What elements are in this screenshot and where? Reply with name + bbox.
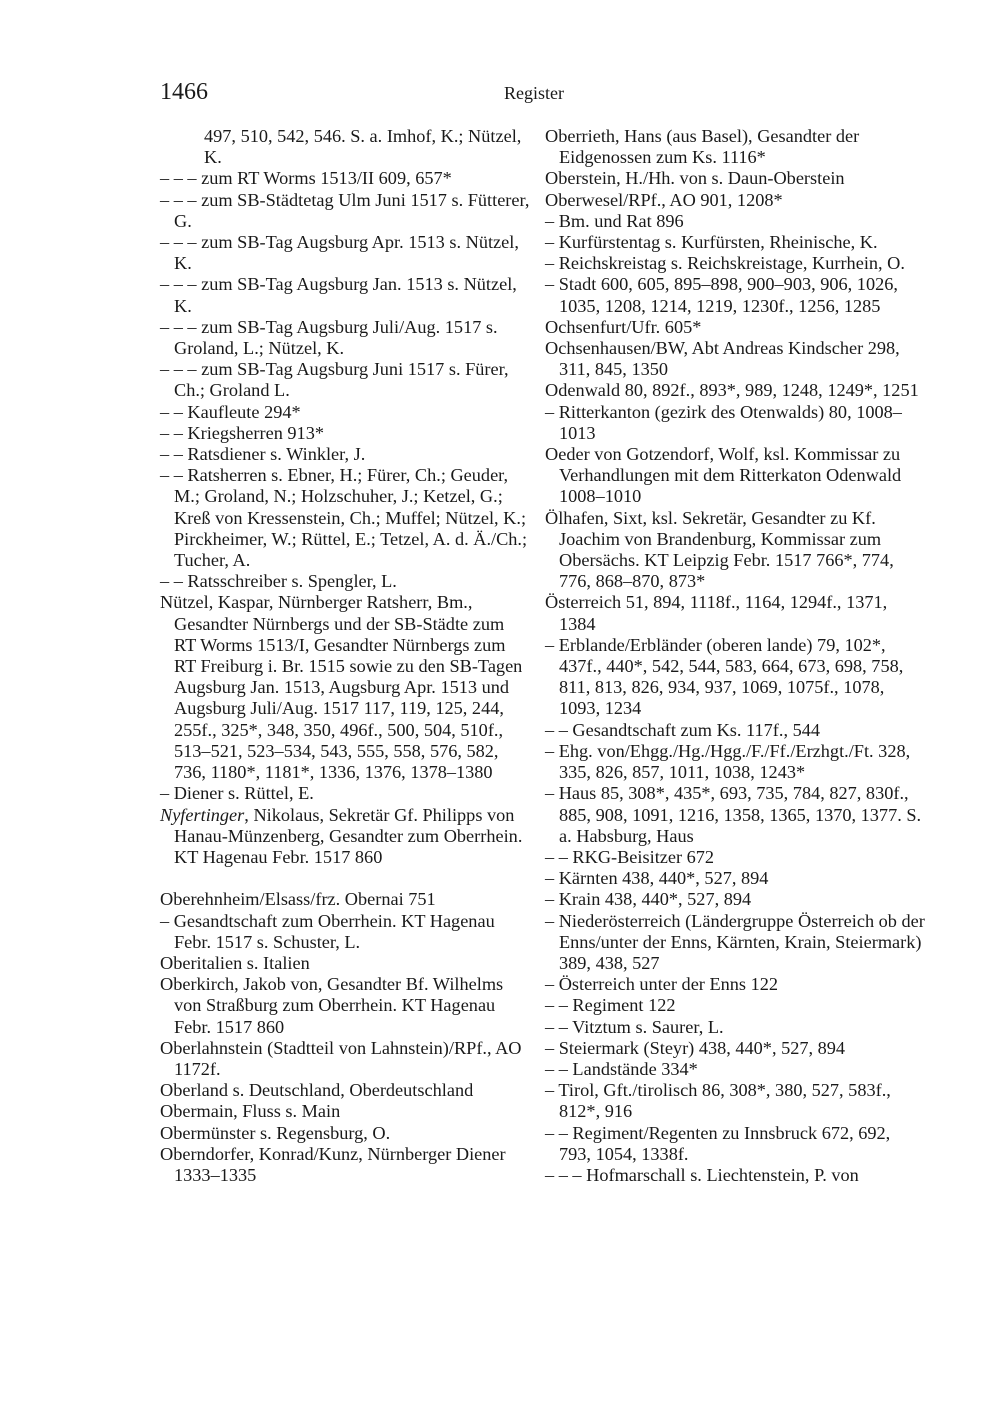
index-entry: – Ehg. von/Ehgg./Hg./Hgg./F./Ff./Erzhgt./Ft. 328, 335, 826, 857, 1011, 1038, 1243*: [545, 740, 911, 783]
index-entry: Oberwesel/RPf., AO 901, 1208*: [545, 189, 783, 210]
index-entry: – – – Hofmarschall s. Liechtenstein, P. von: [545, 1164, 859, 1185]
index-entry: – Stadt 600, 605, 895–898, 900–903, 906, 1026, 1035, 1208, 1214, 1219, 1230f., 1256, 1285: [545, 274, 898, 316]
index-entry: – – – zum SB-Tag Augsburg Juni 1517 s. Fürer, Ch.; Groland L.: [160, 359, 509, 401]
index-entry: – – Gesandtschaft zum Ks. 117f., 544: [545, 719, 821, 740]
index-entry: – – Landstände 334*: [545, 1058, 698, 1079]
index-entry: – Erblande/Erbländer (oberen lande) 79, 102*, 437f., 440*, 542, 544, 583, 664, 673, 698, 758, 811, 813, 826, 934, 937, 1069, 1075f., 1078, 1093, 1234: [545, 634, 904, 719]
index-entry: Oberkirch, Jakob von, Gesandter Bf. Wilhelms von Straßburg zum Oberrhein. KT Hagenau Febr. 1517 860: [160, 974, 504, 1037]
index-entry: Oberehnheim/Elsass/frz. Obernai 751: [160, 889, 436, 910]
index-entry: Oberlahnstein (Stadtteil von Lahnstein)/RPf., AO 1172f.: [160, 1037, 522, 1079]
index-entry: Österreich 51, 894, 1118f., 1164, 1294f., 1371, 1384: [545, 592, 888, 634]
index-entry: – – Regiment/Regenten zu Innsbruck 672, 692, 793, 1054, 1338f.: [545, 1122, 891, 1164]
index-entry: Ochsenfurt/Ufr. 605*: [545, 316, 702, 337]
index-entry: – Diener s. Rüttel, E.: [160, 783, 314, 804]
index-entry: Ölhafen, Sixt, ksl. Sekretär, Gesandter zu Kf. Joachim von Brandenburg, Kommissar zum Obersächs. KT Leipzig Febr. 1517 766*, 774, 776, 868–870, 873*: [545, 507, 894, 592]
index-entry: – Gesandtschaft zum Oberrhein. KT Hagenau Febr. 1517 s. Schuster, L.: [160, 910, 495, 952]
index-entry: – Niederösterreich (Ländergruppe Österreich ob der Enns/unter der Enns, Kärnten, Krain, Steiermark) 389, 438, 527: [545, 910, 925, 973]
index-column-right: [545, 126, 925, 1186]
index-entry: Oberndorfer, Konrad/Kunz, Nürnberger Diener 1333–1335: [160, 1143, 506, 1185]
index-entry: – Kärnten 438, 440*, 527, 894: [545, 868, 769, 889]
index-entry: – – Regiment 122: [545, 995, 676, 1016]
index-entry: – Tirol, Gft./tirolisch 86, 308*, 380, 527, 583f., 812*, 916: [545, 1080, 891, 1122]
section-gap: [160, 868, 530, 889]
index-entry: – Reichskreistag s. Reichskreistage, Kurrhein, O.: [545, 253, 905, 274]
index-entry: [160, 805, 530, 869]
index-entry: Oberland s. Deutschland, Oberdeutschland: [160, 1080, 474, 1101]
index-entry: – Bm. und Rat 896: [545, 210, 684, 231]
index-entry: – – – zum SB-Tag Augsburg Apr. 1513 s. Nützel, K.: [160, 232, 519, 274]
index-entry: – Steiermark (Steyr) 438, 440*, 527, 894: [545, 1037, 846, 1058]
index-entry: – – – zum RT Worms 1513/II 609, 657*: [160, 168, 452, 189]
index-entry: Obermain, Fluss s. Main: [160, 1101, 341, 1122]
index-entry: – – Ratsschreiber s. Spengler, L.: [160, 571, 397, 592]
entry-name-italic: Nyfertinger: [160, 804, 245, 825]
index-entry: Oeder von Gotzendorf, Wolf, ksl. Kommissar zu Verhandlungen mit dem Ritterkaton Odenwald 1008–1010: [545, 444, 902, 507]
index-entry: – – Kaufleute 294*: [160, 401, 301, 422]
index-entry: Oberrieth, Hans (aus Basel), Gesandter der Eidgenossen zum Ks. 1116*: [545, 126, 860, 168]
index-column-left: [160, 126, 530, 1186]
index-entry: – Krain 438, 440*, 527, 894: [545, 889, 752, 910]
running-head: Register: [504, 83, 564, 103]
index-entry: – – – zum SB-Städtetag Ulm Juni 1517 s. Fütterer, G.: [160, 189, 530, 231]
entry-text: , Nikolaus, Sekretär Gf. Philipps von Hanau-Münzenberg, Gesandter zum Oberrhein. KT Hagenau Febr. 1517 860: [174, 804, 523, 867]
index-entry: Oberitalien s. Italien: [160, 952, 310, 973]
index-entry: Obermünster s. Regensburg, O.: [160, 1122, 391, 1143]
index-entry: – – Vitztum s. Saurer, L.: [545, 1016, 724, 1037]
index-entry: – Kurfürstentag s. Kurfürsten, Rheinische, K.: [545, 232, 878, 253]
index-entry: Odenwald 80, 892f., 893*, 989, 1248, 1249*, 1251: [545, 380, 919, 401]
index-entry-continuation: 497, 510, 542, 546. S. a. Imhof, K.; Nützel, K.: [204, 126, 522, 168]
index-entry: Ochsenhausen/BW, Abt Andreas Kindscher 298, 311, 845, 1350: [545, 338, 900, 380]
index-entry: Nützel, Kaspar, Nürnberger Ratsherr, Bm., Gesandter Nürnbergs und der SB-Städte zum RT Worms 1513/I, Gesandter Nürnbergs zum RT Freiburg i. Br. 1515 sowie zu den SB-Tagen Augsburg Jan. 1513, Augsburg Apr. 1513 und Augsburg Juli/Aug. 1517 117, 119, 125, 244, 255f., 325*, 348, 350, 496f., 500, 504, 510f., 513–521, 523–534, 543, 555, 558, 576, 582, 736, 1180*, 1181*, 1336, 1376, 1378–1380: [160, 592, 523, 783]
page-number: 1466: [160, 79, 208, 105]
index-entry: – Ritterkanton (gezirk des Otenwalds) 80, 1008–1013: [545, 401, 902, 443]
index-entry: – – Ratsdiener s. Winkler, J.: [160, 444, 366, 465]
index-entry: – Österreich unter der Enns 122: [545, 974, 779, 995]
index-entry: Oberstein, H./Hh. von s. Daun-Oberstein: [545, 168, 845, 189]
index-entry: – – – zum SB-Tag Augsburg Jan. 1513 s. Nützel, K.: [160, 274, 517, 316]
index-entry: – – Kriegsherren 913*: [160, 422, 324, 443]
index-entry: – – – zum SB-Tag Augsburg Juli/Aug. 1517 s. Groland, L.; Nützel, K.: [160, 316, 498, 359]
index-entry: – – Ratsherren s. Ebner, H.; Fürer, Ch.; Geuder, M.; Groland, N.; Holzschuher, J.; Ketzel, G.; Kreß von Kressenstein, Ch.; Muffel; Nützel, K.; Pirckheimer, W.; Rüttel, E.; Tetzel, A. d. Ä./Ch.; Tucher, A.: [160, 465, 528, 571]
index-entry: – – RKG-Beisitzer 672: [545, 846, 715, 867]
index-entry: – Haus 85, 308*, 435*, 693, 735, 784, 827, 830f., 885, 908, 1091, 1216, 1358, 1365, 1370, 1377. S. a. Habsburg, Haus: [545, 783, 922, 846]
